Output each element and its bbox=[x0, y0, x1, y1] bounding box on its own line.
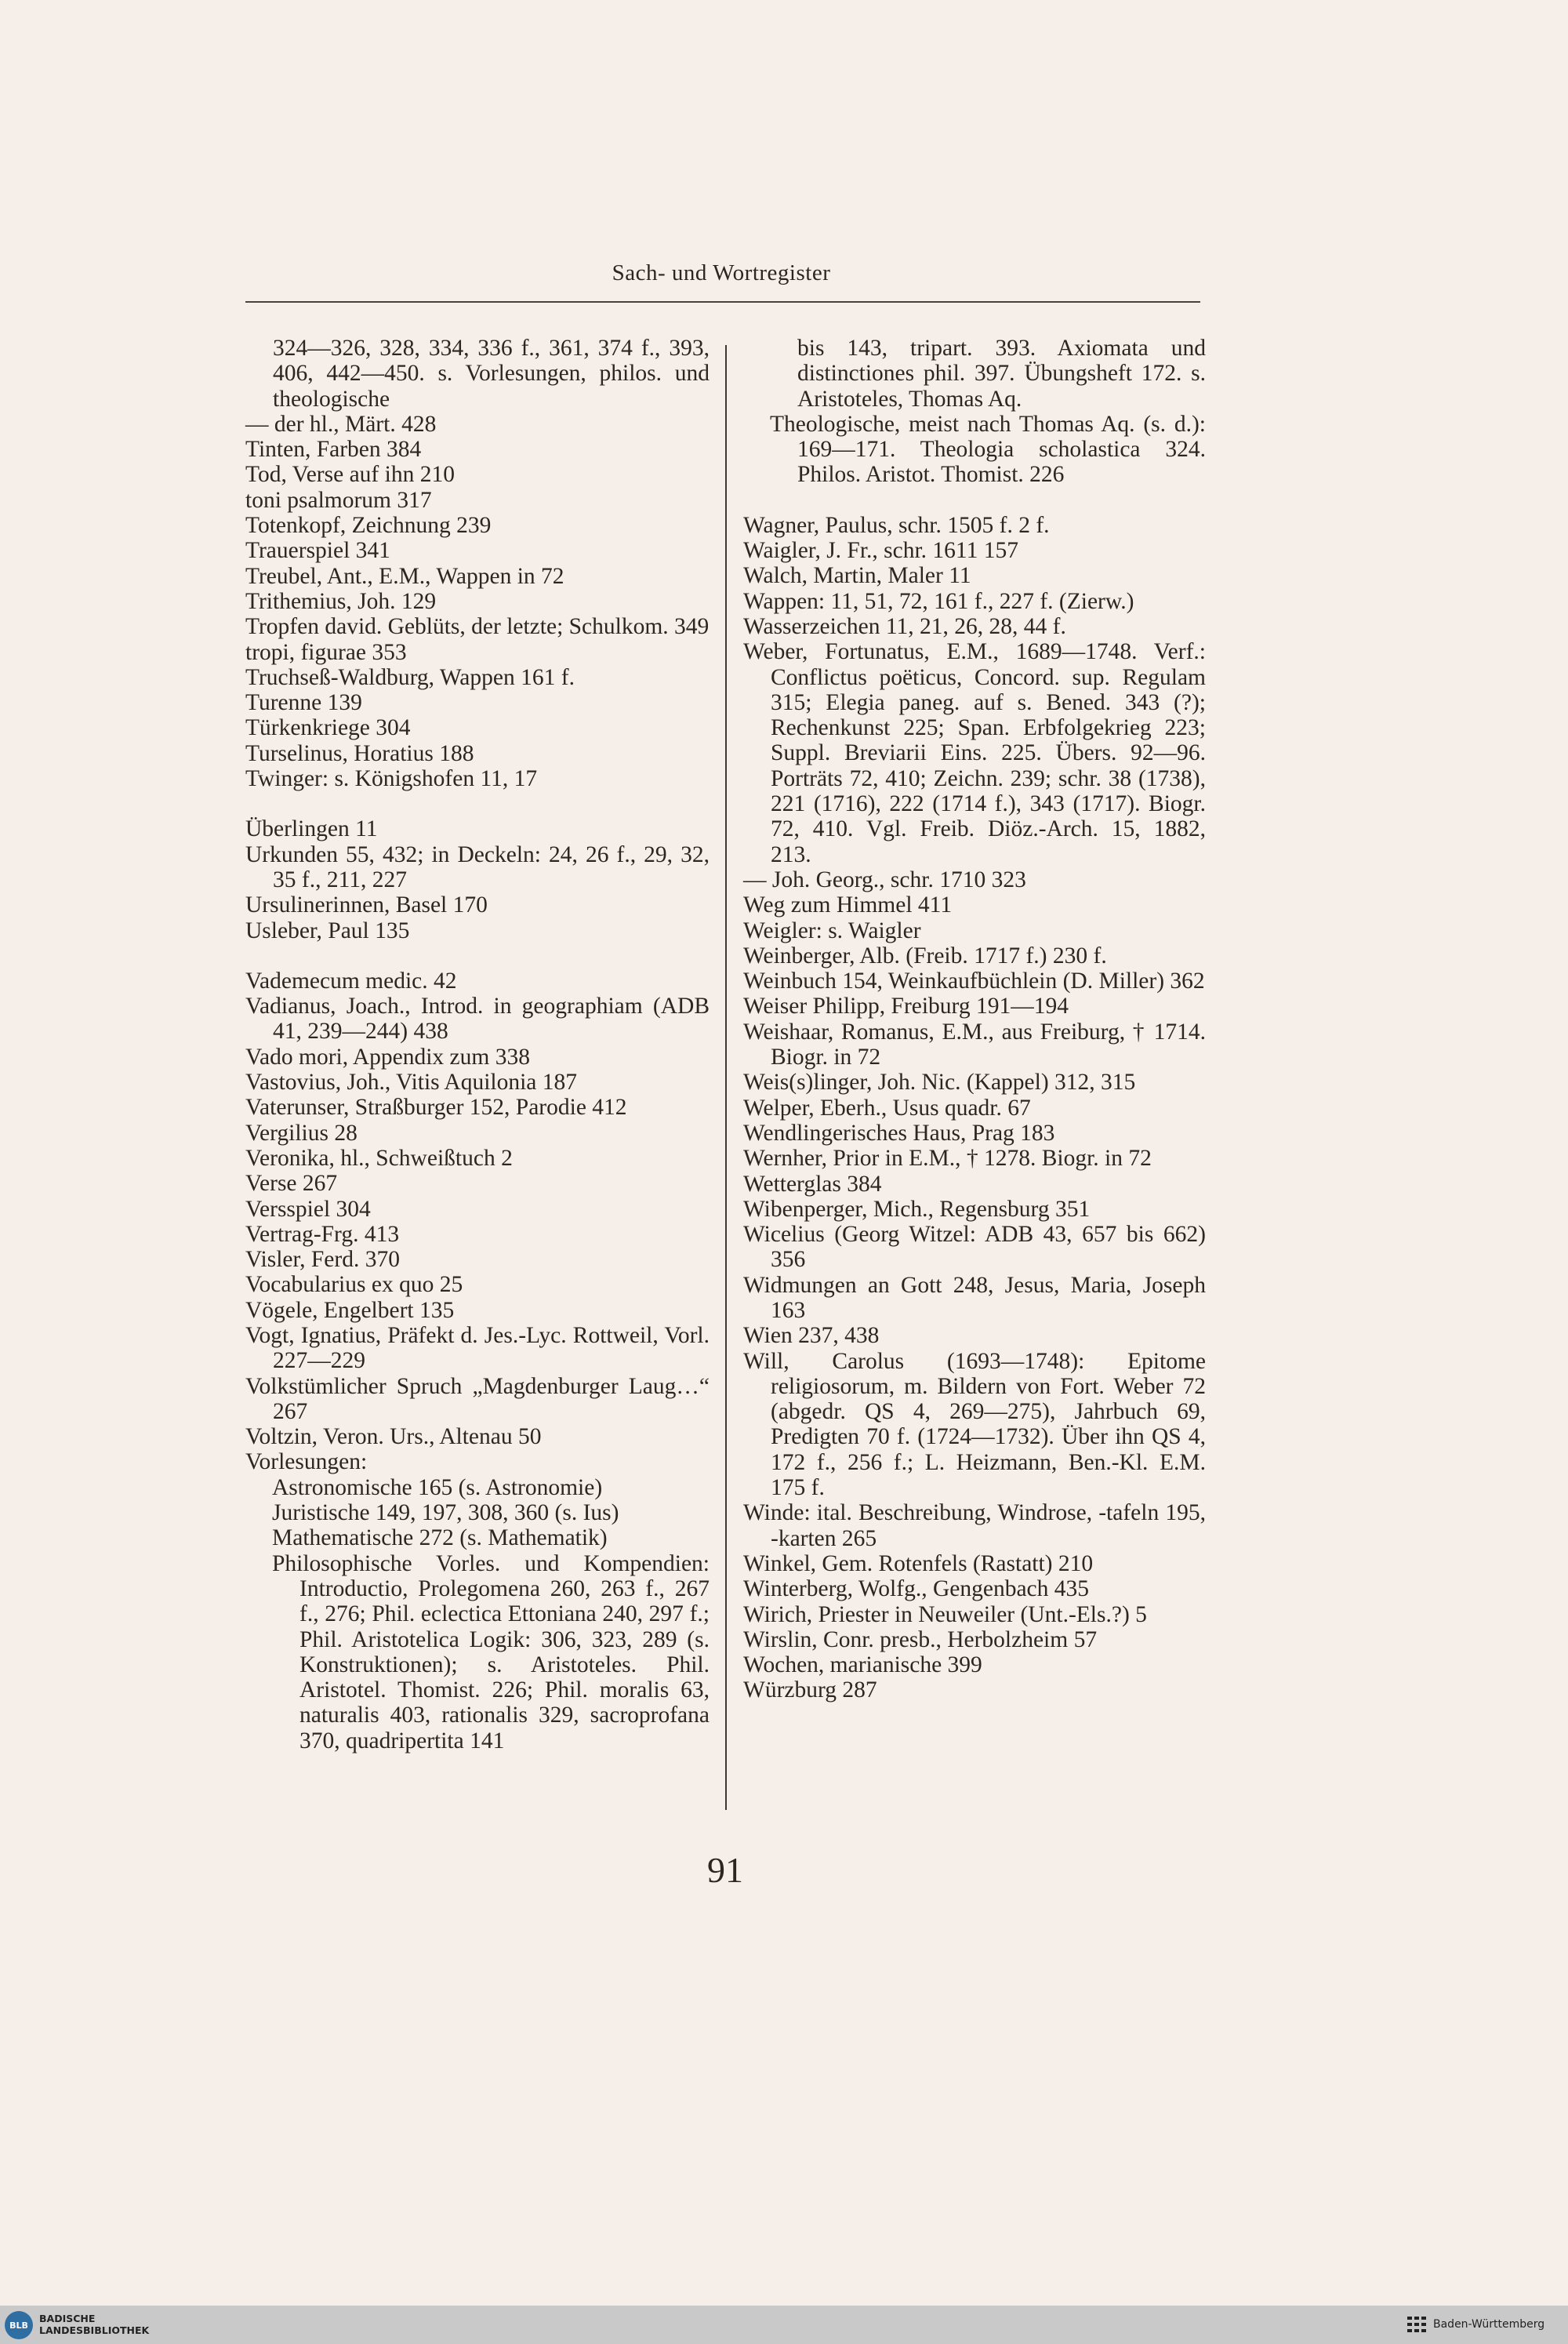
index-entry: Truchseß-Waldburg, Wappen 161 f. bbox=[245, 664, 575, 690]
running-title: Sach- und Wortregister bbox=[612, 260, 831, 285]
index-entry: Will, Carolus (1693—1748): Epitome religiosorum, m. Bildern von Fort. Weber 72 (abgedr. QS 4, 269—275), Jahrbuch 69, Predigten 70 f. (1724—1732). Über ihn QS 4, 172 f., 256 f.; L. Heizmann, Ben.-Kl. E.M. 175 f. bbox=[743, 1348, 1212, 1501]
index-entry: Wirslin, Conr. presb., Herbolzheim 57 bbox=[743, 1626, 1098, 1652]
index-entry: Ursulinerinnen, Basel 170 bbox=[245, 892, 488, 918]
index-entry: Tod, Verse auf ihn 210 bbox=[245, 462, 455, 488]
index-entry: Wicelius (Georg Witzel: ADB 43, 657 bis 662) 356 bbox=[743, 1222, 1212, 1273]
index-entry: Vademecum medic. 42 bbox=[245, 968, 457, 994]
index-entry: Wirich, Priester in Neuweiler (Unt.-Els.?) 5 bbox=[743, 1601, 1147, 1627]
index-entry: Weinberger, Alb. (Freib. 1717 f.) 230 f. bbox=[743, 943, 1107, 968]
section-gap bbox=[743, 488, 1206, 513]
blb-library-name[interactable] bbox=[39, 2313, 149, 2336]
index-subentry: bis 143, tripart. 393. Axiomata und distinctiones phil. 397. Übungsheft 172. s. Aristoteles, Thomas Aq. bbox=[797, 336, 1212, 412]
blb-logo-icon[interactable]: BLB bbox=[5, 2311, 33, 2339]
index-entry: Treubel, Ant., E.M., Wappen in 72 bbox=[245, 563, 564, 589]
viewer-footer-bar bbox=[0, 2306, 1568, 2344]
index-entry: Wibenperger, Mich., Regensburg 351 bbox=[743, 1196, 1091, 1222]
header-rule bbox=[245, 301, 1200, 303]
index-entry: Vertrag-Frg. 413 bbox=[245, 1221, 400, 1247]
index-entry: toni psalmorum 317 bbox=[245, 487, 432, 513]
index-entry: Totenkopf, Zeichnung 239 bbox=[245, 513, 492, 539]
index-entry: Winterberg, Wolfg., Gengenbach 435 bbox=[743, 1576, 1090, 1602]
index-entry: Wetterglas 384 bbox=[743, 1171, 882, 1197]
index-entry: — der hl., Märt. 428 bbox=[245, 411, 437, 437]
index-entry: Winde: ital. Beschreibung, Windrose, -tafeln 195, -karten 265 bbox=[743, 1500, 1212, 1551]
blb-line-1: BADISCHE bbox=[39, 2313, 96, 2324]
index-entry: Waigler, J. Fr., schr. 1611 157 bbox=[743, 538, 1018, 564]
index-entry: Überlingen 11 bbox=[245, 816, 378, 842]
left-index-column bbox=[245, 336, 716, 1753]
index-entry: Turselinus, Horatius 188 bbox=[245, 740, 474, 766]
index-entry: Weigler: s. Waigler bbox=[743, 918, 921, 943]
index-entry: Vaterunser, Straßburger 152, Parodie 412 bbox=[245, 1095, 627, 1121]
index-entry: Weber, Fortunatus, E.M., 1689—1748. Verf.: Conflictus poëticus, Concord. sup. Regulam 315; Elegia paneg. auf s. Bened. 343 (?); Rechenkunst 225; Span. Erbfolgekrieg 223; Suppl. Breviarii Eins. 225. Übers. 92—96. Porträts 72, 410; Zeichn. 239; schr. 38 (1738), 221 (1716), 222 (1714 f.), 343 (1717). Biogr. 72, 410. Vgl. Freib. Diöz.-Arch. 15, 1882, 213. bbox=[743, 639, 1212, 867]
index-entry: Wagner, Paulus, schr. 1505 f. 2 f. bbox=[743, 512, 1050, 538]
index-entry: Weg zum Himmel 411 bbox=[743, 892, 953, 918]
index-entry: Trauerspiel 341 bbox=[245, 538, 390, 564]
index-entry: Twinger: s. Königshofen 11, 17 bbox=[245, 766, 538, 792]
index-entry: Würzburg 287 bbox=[743, 1677, 877, 1703]
index-entry: Winkel, Gem. Rotenfels (Rastatt) 210 bbox=[743, 1550, 1094, 1576]
index-entry: — Joh. Georg., schr. 1710 323 bbox=[743, 867, 1026, 892]
index-entry: Wasserzeichen 11, 21, 26, 28, 44 f. bbox=[743, 613, 1066, 639]
index-entry: Vergilius 28 bbox=[245, 1120, 358, 1146]
index-entry: Wien 237, 438 bbox=[743, 1323, 880, 1349]
index-subentry: Juristische 149, 197, 308, 360 (s. Ius) bbox=[272, 1500, 619, 1526]
index-entry: Versspiel 304 bbox=[245, 1196, 371, 1222]
section-gap bbox=[245, 791, 710, 816]
index-entry: Veronika, hl., Schweißtuch 2 bbox=[245, 1145, 513, 1171]
column-divider bbox=[725, 345, 727, 1810]
index-subentry: Theologische, meist nach Thomas Aq. (s. d.): 169—171. Theologia scholastica 324. Philos. Aristot. Thomist. 226 bbox=[770, 411, 1212, 488]
index-entry: Vado mori, Appendix zum 338 bbox=[245, 1044, 530, 1070]
index-entry: tropi, figurae 353 bbox=[245, 639, 407, 665]
index-entry: Volkstümlicher Spruch „Magdenburger Laug…“ 267 bbox=[245, 1373, 716, 1424]
index-entry: Weis(s)linger, Joh. Nic. (Kappel) 312, 315 bbox=[743, 1070, 1136, 1096]
index-entry: Vastovius, Joh., Vitis Aquilonia 187 bbox=[245, 1070, 578, 1096]
baden-wuerttemberg-label[interactable]: Baden-Württemberg bbox=[1433, 2318, 1545, 2331]
index-entry: Welper, Eberh., Usus quadr. 67 bbox=[743, 1095, 1031, 1121]
index-subentry: Mathematische 272 (s. Mathematik) bbox=[272, 1525, 608, 1551]
index-entry: Wendlingerisches Haus, Prag 183 bbox=[743, 1120, 1055, 1146]
index-entry: Urkunden 55, 432; in Deckeln: 24, 26 f., 29, 32, 35 f., 211, 227 bbox=[245, 841, 716, 892]
blb-line-2: LANDESBIBLIOTHEK bbox=[39, 2324, 150, 2336]
index-entry: Visler, Ferd. 370 bbox=[245, 1247, 400, 1273]
index-entry: Verse 267 bbox=[245, 1171, 338, 1197]
right-index-column bbox=[743, 336, 1212, 1703]
index-entry: 324—326, 328, 334, 336 f., 361, 374 f., 393, 406, 442—450. s. Vorlesungen, philos. und theologische bbox=[273, 336, 716, 412]
index-entry: Usleber, Paul 135 bbox=[245, 918, 410, 943]
index-entry: Vögele, Engelbert 135 bbox=[245, 1297, 455, 1323]
page-number: 91 bbox=[707, 1850, 743, 1890]
index-entry: Wochen, marianische 399 bbox=[743, 1652, 982, 1678]
index-subentry: Astronomische 165 (s. Astronomie) bbox=[272, 1474, 603, 1500]
index-entry: Widmungen an Gott 248, Jesus, Maria, Joseph 163 bbox=[743, 1272, 1212, 1323]
index-entry: Vorlesungen: bbox=[245, 1449, 368, 1475]
index-entry: Vogt, Ignatius, Präfekt d. Jes.-Lyc. Rottweil, Vorl. 227—229 bbox=[245, 1322, 716, 1374]
index-entry: Tinten, Farben 384 bbox=[245, 437, 422, 463]
index-entry: Türkenkriege 304 bbox=[245, 715, 411, 741]
index-entry: Walch, Martin, Maler 11 bbox=[743, 563, 971, 589]
index-entry: Turenne 139 bbox=[245, 690, 362, 716]
index-subentry: Philosophische Vorles. und Kompendien: Introductio, Prolegomena 260, 263 f., 267 f., 276; Phil. eclectica Ettoniana 240, 297 f.; Phil. Aristotelica Logik: 306, 323, 289 (s. Konstruktionen); s. Aristoteles. Phil. Aristotel. Thomist. 226; Phil. moralis 63, naturalis 403, rationalis 329, sacroprofana 370, quadripertita 141 bbox=[272, 1550, 716, 1753]
index-entry: Tropfen david. Geblüts, der letzte; Schulkom. 349 bbox=[245, 614, 710, 640]
index-entry: Vocabularius ex quo 25 bbox=[245, 1272, 463, 1298]
index-entry: Weiser Philipp, Freiburg 191—194 bbox=[743, 994, 1069, 1019]
index-entry: Voltzin, Veron. Urs., Altenau 50 bbox=[245, 1424, 542, 1450]
baden-wuerttemberg-lions-icon[interactable] bbox=[1406, 2315, 1428, 2334]
index-entry: Wernher, Prior in E.M., † 1278. Biogr. in 72 bbox=[743, 1146, 1152, 1172]
index-entry: Trithemius, Joh. 129 bbox=[245, 588, 437, 614]
index-entry: Wappen: 11, 51, 72, 161 f., 227 f. (Zierw.) bbox=[743, 588, 1134, 614]
index-entry: Vadianus, Joach., Introd. in geographiam (ADB 41, 239—244) 438 bbox=[245, 994, 716, 1045]
section-gap bbox=[245, 943, 710, 968]
index-entry: Weishaar, Romanus, E.M., aus Freiburg, † 1714. Biogr. in 72 bbox=[743, 1019, 1212, 1070]
index-entry: Weinbuch 154, Weinkaufbüchlein (D. Miller) 362 bbox=[743, 968, 1205, 994]
